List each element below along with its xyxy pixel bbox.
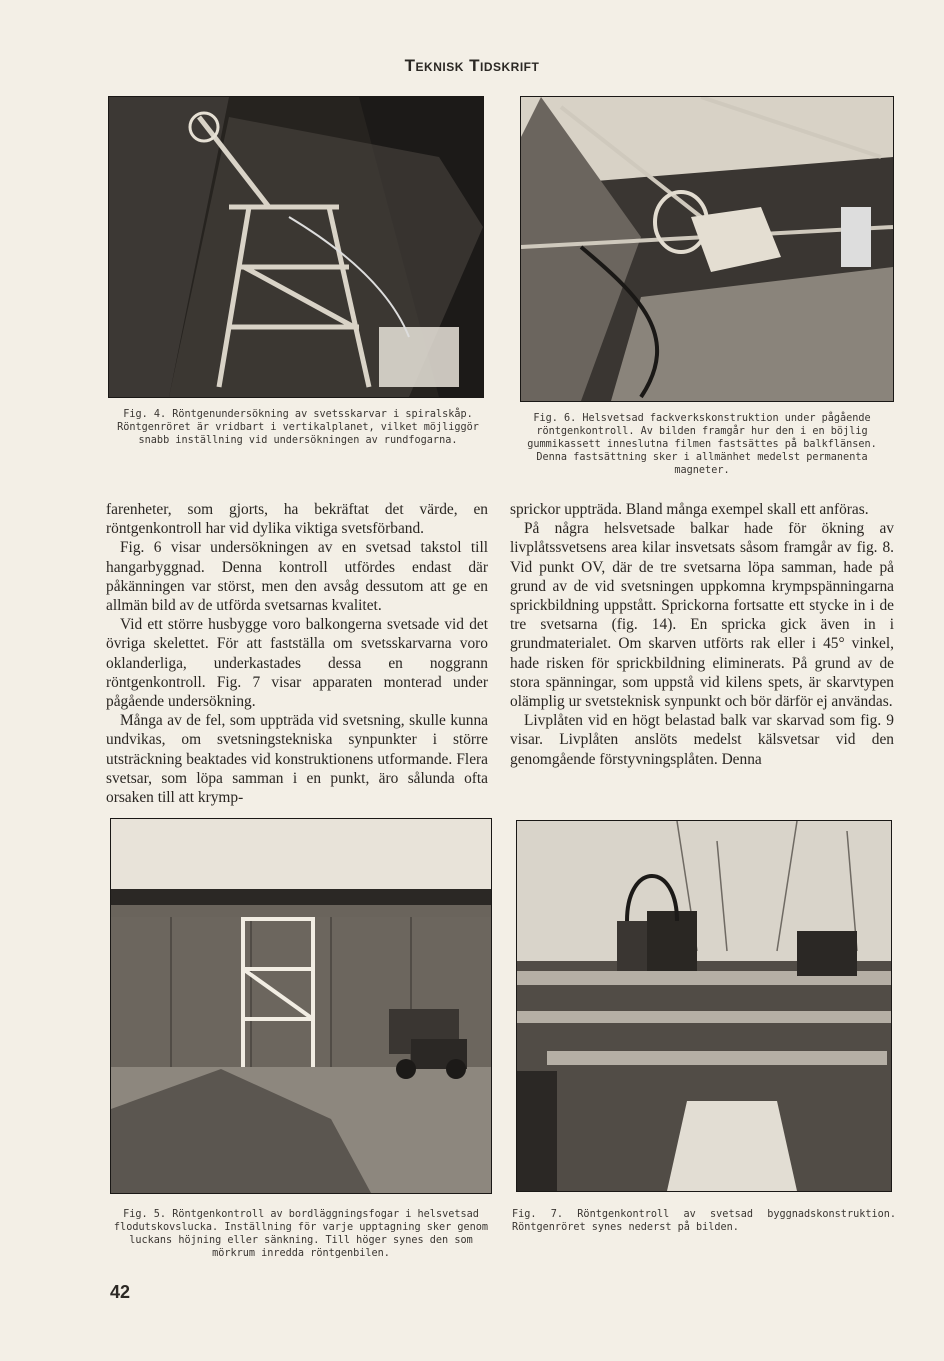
figure-4-label: Fig. 4. [123,409,167,420]
paragraph: Många av de fel, som uppträda vid svetsning, skulle kunna undvikas, om svetsningstekniska synpunkter i större utsträckning beaktades vid konstruktionens utformande. Flera svetsar, som löpa samman i en punkt, äro sålunda ofta orsaken till att krymp- [106,712,488,807]
figure-4-caption [108,408,488,447]
figure-6-label: Fig. 6. [533,413,577,424]
figure-7-photo [516,820,892,1192]
figure-6-caption [511,412,893,477]
paragraph: farenheter, som gjorts, ha bekräftat det värde, en röntgenkontroll har vid dylika viktiga svetsförband. [106,501,488,538]
paragraph: Livplåten vid en högt belastad balk var skarvad som fig. 9 visar. Livplåten anslöts medelst kälsvetsar vid den genomgående förstyvningsplåten. Denna [510,712,894,768]
figure-5-caption-text: Röntgenkontroll av bordläggningsfogar i helsvetsad flodutskovslucka. Inställning för varje upptagning sker genom luckans höjning eller sänkning. Till höger synes den som mörkrum inredda röntgenbilen. [113,1209,489,1259]
paragraph: sprickor uppträda. Bland många exempel skall ett anföras. [510,501,869,518]
paragraph: Fig. 6 visar undersökningen av en svetsad takstol till hangarbyggnad. Denna kontroll utfördes endast där påkänningen var störst, men den avsåg dessutom att ge en allmän bild av de utförda svetsarnas kvalitet. [106,539,488,615]
figure-7-caption [512,1208,896,1234]
paragraph: På några helsvetsade balkar hade för ökning av livplåtssvetsens area kilar insvetsats såsom framgår av fig. 8. Vid punkt OV, där de tre svetsarna löpa samman, hade på grund av de vid svetsningen uppkomna krympspänningarna sprickbildning uppstått. Sprickorna fortsatte ett stycke in i de tre svetsarna (fig. 14). En spricka gick även in i grundmaterialet. Om skarven utförts rak eller i 45° vinkel, hade risken för sprickbildning eliminerats. På grund av de stora spänningar, som uppstå vid kilens spets, är skarvtypen olämplig ur svetsteknisk synpunkt och bör därför ej användas. [510,520,894,711]
figure-4-photo [108,96,484,398]
figure-7-caption-text: Röntgenkontroll av svetsad byggnadskonstruktion. Röntgenröret synes nederst på bilden. [512,1209,897,1233]
right-text-column [510,500,894,769]
left-text-column [106,500,488,807]
figure-7-label: Fig. 7. [512,1209,564,1220]
figure-6-caption-text: Helsvetsad fackverkskonstruktion under pågående röntgenkontroll. Av bilden framgår hur den i en böjlig gummikassett inneslutna filmen fastsättes på balkflänsen. Denna fastsättning sker i allmänhet medelst permanenta magneter. [527,413,877,476]
figure-4-caption-text: Röntgenundersökning av svetsskarvar i spiralskåp. Röntgenröret är vridbart i vertikalplanet, vilket möjliggör snabb inställning vid undersökningen av rundfogarna. [117,409,479,446]
figure-6-photo [520,96,894,402]
figure-5-label: Fig. 5. [123,1209,167,1220]
journal-title: Teknisk Tidskrift [404,56,540,75]
figure-5-photo [110,818,492,1194]
page-number: 42 [110,1282,131,1302]
figure-5-caption [110,1208,492,1260]
paragraph: Vid ett större husbygge voro balkongerna svetsade vid det övriga skelettet. För att fastställa om svetsskarvarna voro oklanderliga, underkastades dessa en noggrann röntgenkontroll. Fig. 7 visar apparaten monterad under pågående undersökning. [106,616,488,711]
